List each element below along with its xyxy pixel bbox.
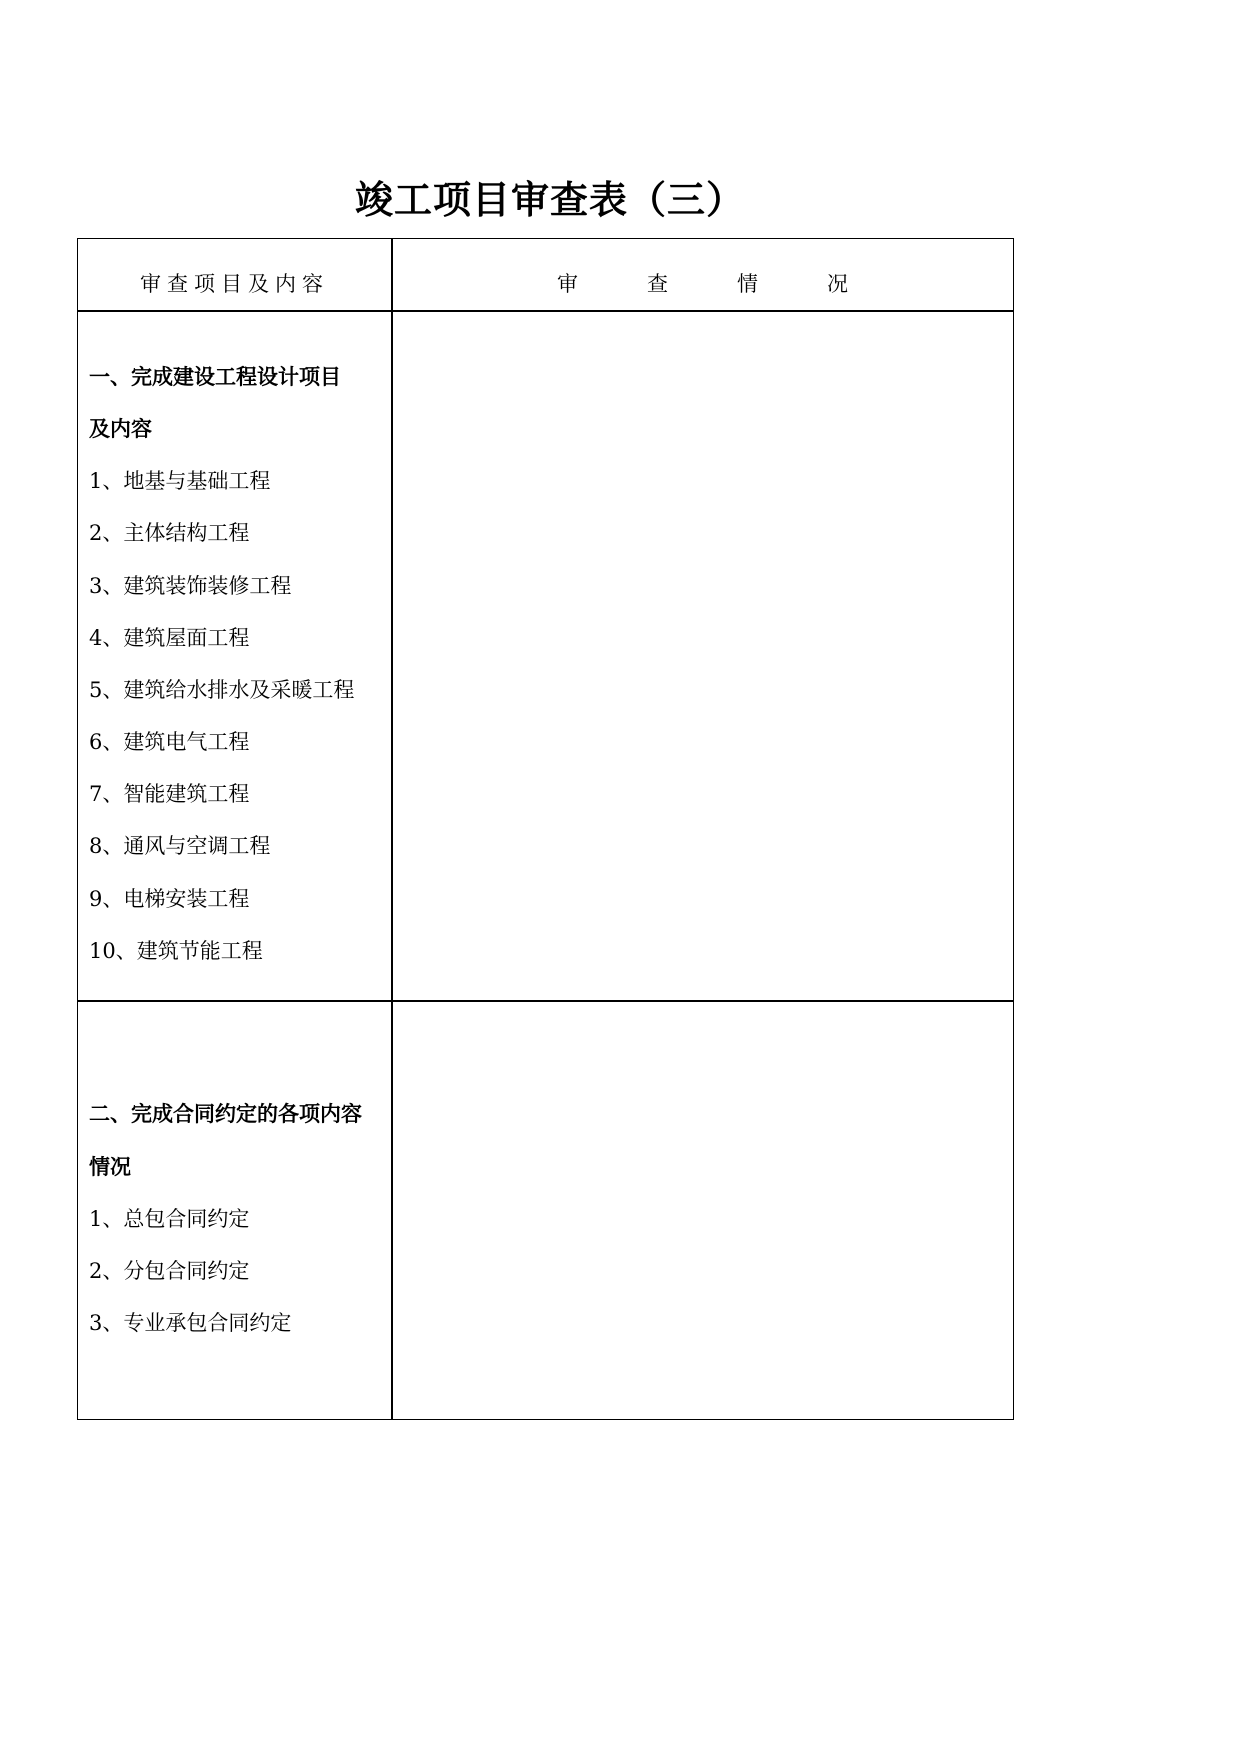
section1-item: 5、建筑给水排水及采暖工程 bbox=[89, 678, 355, 702]
section1-item: 10、建筑节能工程 bbox=[89, 939, 263, 963]
review-table bbox=[77, 238, 1014, 1420]
column-divider bbox=[391, 239, 393, 1419]
section1-item: 9、电梯安装工程 bbox=[89, 887, 250, 911]
page-title: 竣工项目审查表（三） bbox=[354, 177, 745, 222]
header-review-status bbox=[393, 267, 1013, 301]
section1-heading-cont: 及内容 bbox=[89, 416, 152, 441]
section1-item: 1、地基与基础工程 bbox=[89, 469, 271, 493]
section-divider bbox=[78, 1000, 1013, 1002]
header-divider bbox=[78, 310, 1013, 312]
section1-item: 4、建筑屋面工程 bbox=[89, 626, 250, 650]
header-review-status-char: 情 bbox=[737, 272, 758, 296]
section2-item: 1、总包合同约定 bbox=[89, 1207, 250, 1231]
header-review-items: 审查项目及内容 bbox=[140, 272, 329, 296]
section1-item: 8、通风与空调工程 bbox=[89, 834, 271, 858]
header-review-status-char: 况 bbox=[827, 272, 848, 296]
section1-heading: 一、完成建设工程设计项目 bbox=[89, 364, 341, 389]
header-review-status-char: 查 bbox=[647, 272, 668, 296]
section1-item: 3、建筑装饰装修工程 bbox=[89, 574, 292, 598]
section1-item: 2、主体结构工程 bbox=[89, 521, 250, 545]
section1-item: 6、建筑电气工程 bbox=[89, 730, 250, 754]
section2-item: 2、分包合同约定 bbox=[89, 1259, 250, 1283]
header-review-status-char: 审 bbox=[557, 272, 578, 296]
section2-item: 3、专业承包合同约定 bbox=[89, 1311, 292, 1335]
section2-heading: 二、完成合同约定的各项内容 bbox=[89, 1101, 362, 1126]
section2-heading-cont: 情况 bbox=[89, 1154, 131, 1179]
section1-item: 7、智能建筑工程 bbox=[89, 782, 250, 806]
